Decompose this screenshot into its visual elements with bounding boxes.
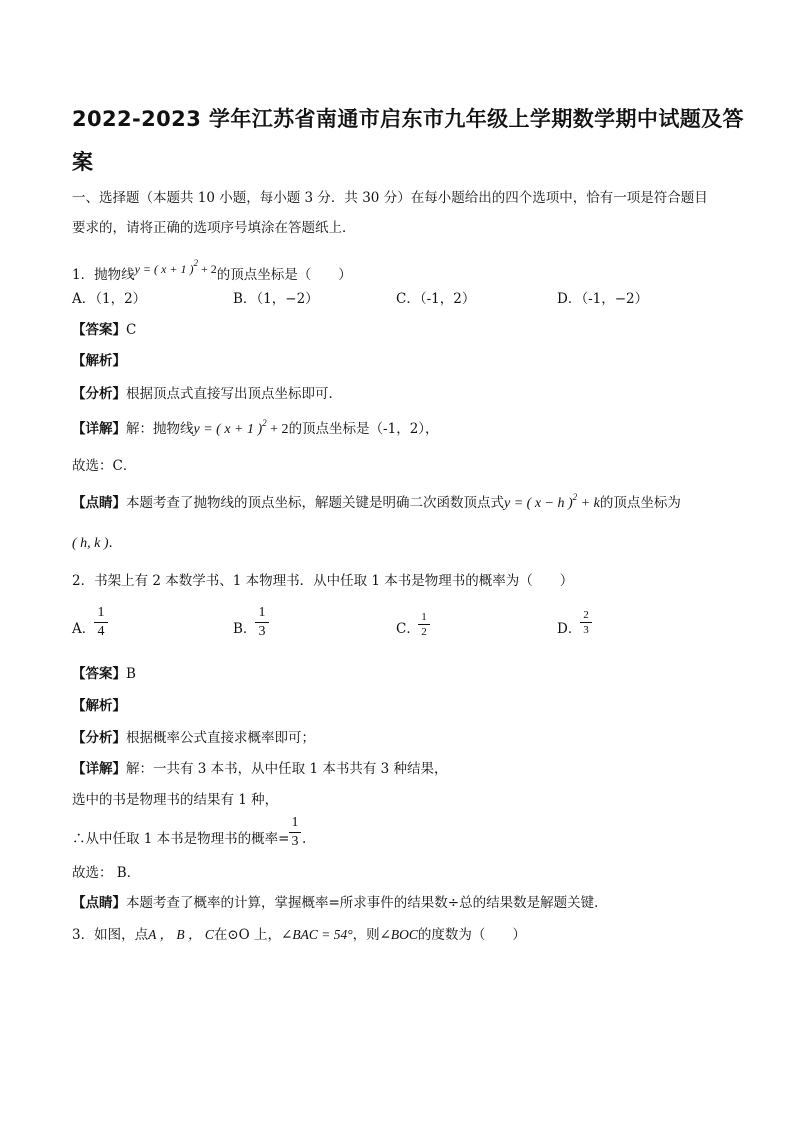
document-title-line2: 案 — [72, 150, 94, 174]
q1-option-d: D．（-1，−2） — [557, 291, 649, 307]
q1-vertex-formula: y = ( x − h )$^2$ + k — [504, 492, 600, 511]
q2-dianjing: 【点睛】本题考查了概率的计算，掌握概率=所求事件的结果数÷总的结果数是解题关键． — [72, 895, 608, 911]
q2-choose: 故选： B． — [72, 865, 141, 881]
q2-detail-line1: 【详解】解：一共有 3 本书，从中任取 1 本书共有 3 种结果， — [72, 761, 448, 777]
q2-option-c-label: C． — [396, 621, 420, 637]
q2-option-b-label: B． — [233, 621, 257, 637]
q1-fenxi: 【分析】根据顶点式直接写出顶点坐标即可． — [72, 386, 342, 402]
q1-dianjing-line2: ( h, k )． — [72, 535, 123, 551]
answer-label: 【答案】 — [72, 322, 126, 338]
q2-stem: 2．书架上有 2 本数学书、1 本物理书．从中任取 1 本书是物理书的概率为（ ） — [72, 573, 574, 589]
q3-angle-bac: ∠BAC = 54° — [281, 927, 353, 942]
q1-formula: y = ( x + 1 )$^2$ + 2 — [134, 258, 217, 276]
q1-suffix: 的顶点坐标是（ ） — [216, 267, 352, 283]
q1-analysis-label: 【解析】 — [72, 353, 126, 369]
q1-detail: 【详解】解：抛物线y = ( x + 1 )$^2$ + 2的顶点坐标是（-1，2）， — [72, 418, 439, 437]
q2-option-b-fraction: 1 3 — [255, 605, 269, 640]
section-instructions-line1: 一、选择题（本题共 10 小题，每小题 3 分．共 30 分）在每小题给出的四个选项中，恰有一项是符合题目 — [72, 190, 708, 206]
q1-dianjing: 【点睛】本题考查了抛物线的顶点坐标，解题关键是明确二次函数顶点式y = ( x − h )$^2$ + k的顶点坐标为 — [72, 492, 681, 511]
q2-answer: 【答案】B — [72, 666, 136, 682]
q1-detail-formula: y = ( x + 1 )$^2$ + 2 — [193, 418, 289, 437]
document-title-line1: 2022-2023 学年江苏省南通市启东市九年级上学期数学期中试题及答 — [72, 107, 744, 131]
q1-answer — [72, 321, 136, 339]
q2-option-d-label: D． — [557, 621, 582, 637]
q1-option-b: B．（1，−2） — [233, 291, 319, 307]
q3-stem: 3．如图，点A ， B ， C在⊙O 上，∠BAC = 54°，则∠BOC的度数为（ ） — [72, 927, 526, 943]
q1-option-c: C．（-1，2） — [396, 291, 476, 307]
q2-option-a-fraction: 1 4 — [94, 605, 108, 640]
q2-option-a-label: A． — [72, 621, 96, 637]
q3-angle-boc: ∠BOC — [379, 927, 418, 942]
q1-option-a: A．（1，2） — [72, 291, 147, 307]
q2-fenxi: 【分析】根据概率公式直接求概率即可； — [72, 730, 315, 746]
q2-detail-line3-end: . — [302, 831, 307, 847]
q2-probability-fraction: 1 3 — [289, 815, 301, 850]
q2-detail-line2: 选中的书是物理书的结果有 1 种， — [72, 792, 279, 808]
q2-option-c-fraction: 1 2 — [418, 611, 430, 638]
q2-detail-line3: ∴从中任取 1 本书是物理书的概率= — [72, 831, 290, 847]
q1-stem — [72, 260, 352, 284]
q2-analysis-label: 【解析】 — [72, 698, 126, 714]
q1-choose: 故选：C． — [72, 458, 137, 474]
section-instructions-line2: 要求的，请将正确的选项序号填涂在答题纸上． — [72, 220, 356, 236]
q1-prefix: 1．抛物线 — [72, 267, 135, 283]
answer-value: C — [126, 322, 137, 338]
q2-option-d-fraction: 2 3 — [580, 609, 592, 636]
q3-points: A ， B ， C — [148, 927, 214, 942]
